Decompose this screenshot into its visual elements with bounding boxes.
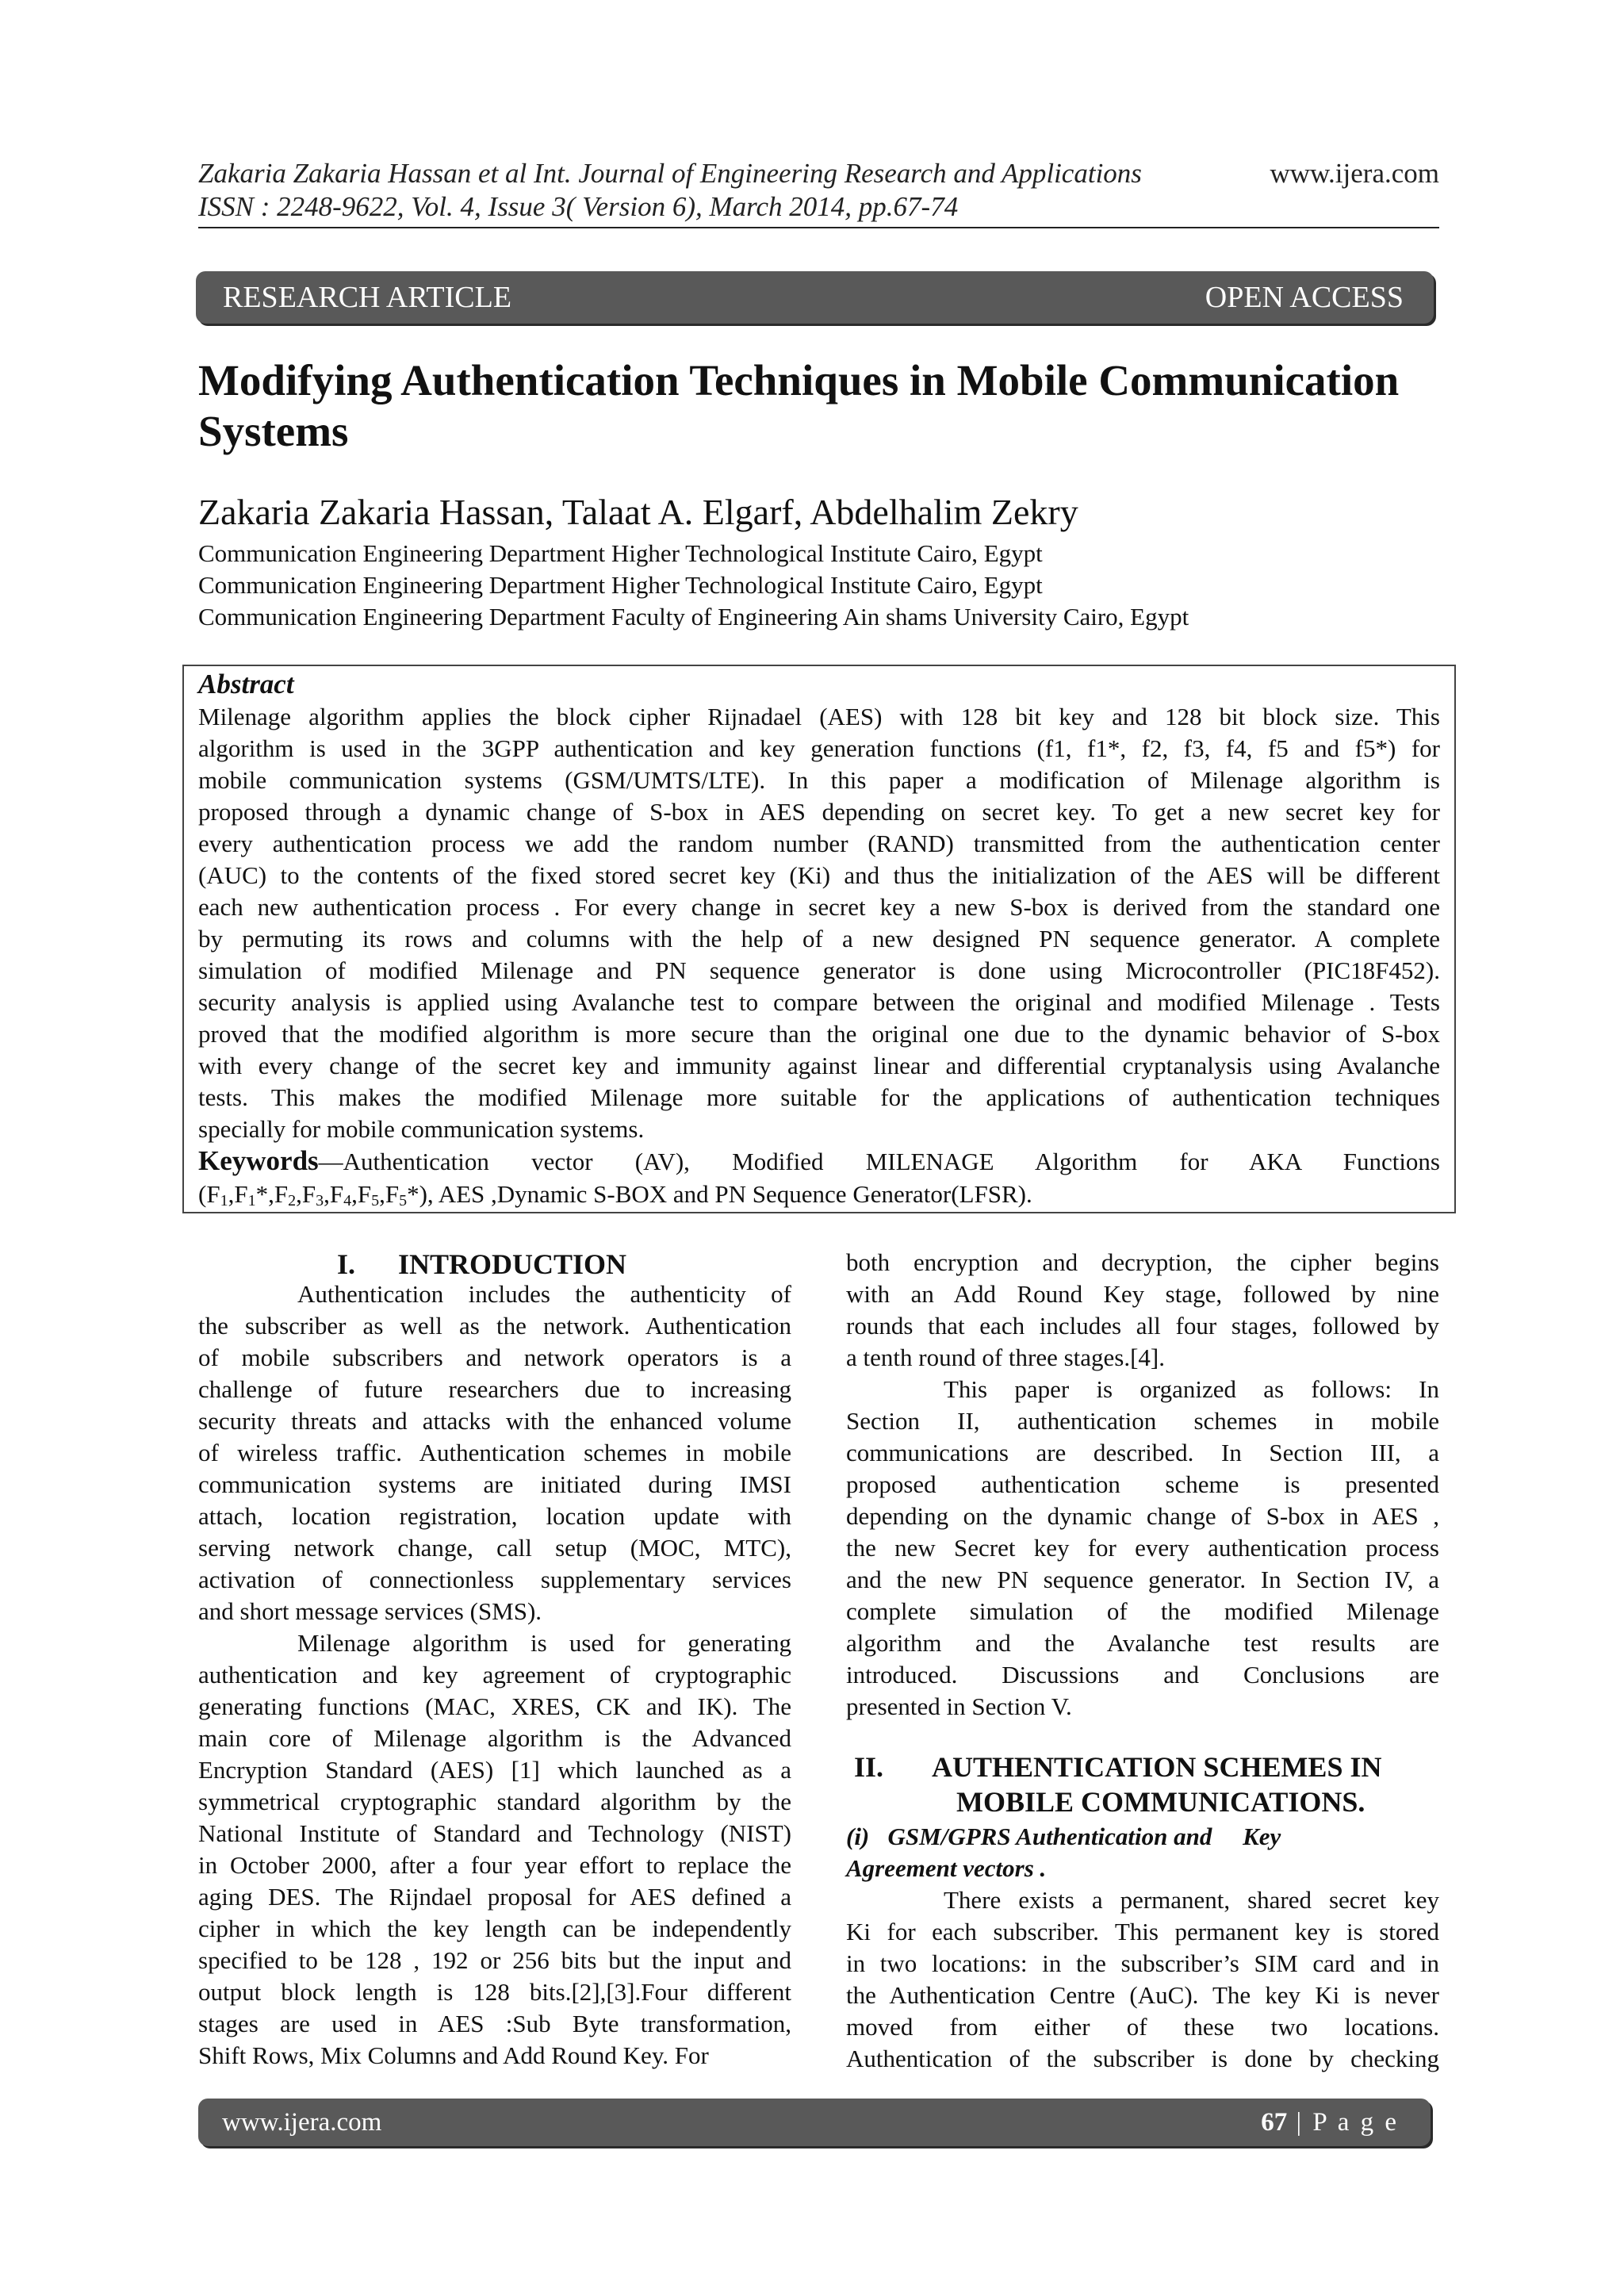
keywords-label: Keywords — [198, 1145, 319, 1176]
body-line: algorithm and the Avalanche test results are — [846, 1629, 1439, 1657]
open-access-label: OPEN ACCESS — [1205, 281, 1404, 314]
keywords-line — [198, 1145, 1440, 1178]
affiliation-2: Communication Engineering Department Higher Technological Institute Cairo, Egypt — [198, 571, 1043, 599]
body-line: challenge of future researchers due to increasing — [198, 1375, 791, 1403]
abstract-line: proved that the modified algorithm is more secure than the original one due to the dynamic behavior of S-box — [198, 1020, 1440, 1048]
running-header-issn: ISSN : 2248-9622, Vol. 4, Issue 3( Version 6), March 2014, pp.67-74 — [198, 191, 959, 222]
article-type-banner — [196, 271, 1434, 324]
body-line: authentication and key agreement of cryptographic — [198, 1661, 791, 1688]
running-header-journal — [198, 157, 1439, 190]
body-line: the Authentication Centre (AuC). The key Ki is never — [846, 1981, 1439, 2009]
abstract-line: by permuting its rows and columns with the help of a new designed PN sequence generator. A complete — [198, 925, 1440, 953]
body-line: the new Secret key for every authentication process — [846, 1534, 1439, 1562]
body-line: proposed authentication scheme is presented — [846, 1470, 1439, 1498]
abstract-line: proposed through a dynamic change of S-box in AES depending on secret key. To get a new secret key for — [198, 798, 1440, 826]
abstract-heading: Abstract — [198, 669, 294, 700]
footer-page-indicator — [1261, 2099, 1399, 2146]
page-label: | P a g e — [1287, 2108, 1399, 2137]
body-line: activation of connectionless supplementary services — [198, 1566, 791, 1593]
abstract-line: simulation of modified Milenage and PN sequence generator is done using Microcontroller (PIC18F452). — [198, 956, 1440, 984]
body-line: Encryption Standard (AES) [1] which launched as a — [198, 1756, 791, 1784]
body-line: rounds that each includes all four stages, followed by — [846, 1312, 1439, 1340]
paper-title-line1: Modifying Authentication Techniques in Mobile Communication — [198, 356, 1400, 404]
abstract-line: each new authentication process . For every change in secret key a new S-box is derived from the standard one — [198, 893, 1440, 921]
affiliation-1: Communication Engineering Department Higher Technological Institute Cairo, Egypt — [198, 539, 1043, 567]
body-line: Shift Rows, Mix Columns and Add Round Key. For — [198, 2041, 709, 2069]
abstract-line: algorithm is used in the 3GPP authentication and key generation functions (f1, f1*, f2, f3, f4, f5 and f5*) for — [198, 734, 1440, 762]
header-website-link[interactable]: www.ijera.com — [1270, 158, 1439, 189]
page-number: 67 — [1261, 2108, 1288, 2137]
abstract-line: every authentication process we add the random number (RAND) transmitted from the authentication center — [198, 830, 1440, 857]
abstract-line: specially for mobile communication systems. — [198, 1115, 645, 1143]
body-line: generating functions (MAC, XRES, CK and IK). The — [198, 1692, 791, 1720]
body-line: This paper is organized as follows: In — [944, 1375, 1439, 1403]
body-line: stages are used in AES :Sub Byte transformation, — [198, 2010, 791, 2037]
abstract-line: mobile communication systems (GSM/UMTS/LTE). In this paper a modification of Milenage algorithm is — [198, 766, 1440, 794]
header-citation: Zakaria Zakaria Hassan et al Int. Journal of Engineering Research and Applications — [198, 158, 1142, 189]
body-line: main core of Milenage algorithm is the Advanced — [198, 1724, 791, 1752]
body-line: in two locations: in the subscriber’s SIM card and in — [846, 1949, 1439, 1977]
author-list: Zakaria Zakaria Hassan, Talaat A. Elgarf, Abdelhalim Zekry — [198, 492, 1078, 532]
body-line: complete simulation of the modified Milenage — [846, 1597, 1439, 1625]
body-line: Section II, authentication schemes in mobile — [846, 1407, 1439, 1435]
body-line: the subscriber as well as the network. Authentication — [198, 1312, 791, 1340]
body-line: in October 2000, after a four year effort to replace the — [198, 1851, 791, 1879]
body-line: There exists a permanent, shared secret key — [944, 1886, 1439, 1914]
subsection-heading-gsm-gprs-line2: Agreement vectors . — [846, 1854, 1047, 1882]
body-line: both encryption and decryption, the cipher begins — [846, 1248, 1439, 1276]
body-line: a tenth round of three stages.[4]. — [846, 1343, 1166, 1371]
introduction-text — [198, 1278, 791, 2072]
body-line: and the new PN sequence generator. In Section IV, a — [846, 1566, 1439, 1593]
section-heading-introduction: I. INTRODUCTION — [337, 1248, 627, 1280]
body-line: communications are described. In Section III, a — [846, 1439, 1439, 1466]
affiliation-3: Communication Engineering Department Faculty of Engineering Ain shams University Cairo, Egypt — [198, 603, 1189, 631]
gsm-authentication-text — [846, 1884, 1439, 2075]
abstract-line: with every change of the secret key and immunity against linear and differential cryptanalysis using Avalanche — [198, 1052, 1440, 1079]
research-article-label: RESEARCH ARTICLE — [223, 281, 512, 314]
body-line: presented in Section V. — [846, 1692, 1072, 1720]
abstract-line: (AUC) to the contents of the fixed stored secret key (Ki) and thus the initialization of the AES will be different — [198, 861, 1440, 889]
body-line: Ki for each subscriber. This permanent key is stored — [846, 1918, 1439, 1945]
body-line: and short message services (SMS). — [198, 1597, 542, 1625]
section-heading-authentication-schemes-line2: MOBILE COMMUNICATIONS. — [956, 1786, 1365, 1818]
body-line: output block length is 128 bits.[2],[3].Four different — [198, 1978, 791, 2006]
paper-title-line2: Systems — [198, 407, 349, 455]
body-line: security threats and attacks with the enhanced volume — [198, 1407, 791, 1435]
abstract-line: Milenage algorithm applies the block cipher Rijnadael (AES) with 128 bit key and 128 bit block size. This — [198, 703, 1440, 730]
body-line: of mobile subscribers and network operators is a — [198, 1343, 791, 1371]
abstract-line: security analysis is applied using Avalanche test to compare between the original and modified Milenage . Tests — [198, 988, 1440, 1016]
body-line: symmetrical cryptographic standard algorithm by the — [198, 1788, 791, 1815]
body-line: National Institute of Standard and Technology (NIST) — [198, 1819, 791, 1847]
body-line: specified to be 128 , 192 or 256 bits but the input and — [198, 1946, 791, 1974]
body-line: with an Add Round Key stage, followed by nine — [846, 1280, 1439, 1308]
paper-title — [198, 355, 1443, 457]
body-line: serving network change, call setup (MOC, MTC), — [198, 1534, 791, 1562]
body-line: Authentication includes the authenticity of — [297, 1280, 791, 1308]
abstract-line: tests. This makes the modified Milenage more suitable for the applications of authentication techniques — [198, 1083, 1440, 1111]
body-line: introduced. Discussions and Conclusions are — [846, 1661, 1439, 1688]
body-line: attach, location registration, location update with — [198, 1502, 791, 1530]
body-line: moved from either of these two locations. — [846, 2013, 1439, 2041]
section-heading-authentication-schemes: II. AUTHENTICATION SCHEMES IN — [854, 1751, 1382, 1783]
footer-website-link[interactable]: www.ijera.com — [222, 2108, 382, 2137]
body-line: cipher in which the key length can be independently — [198, 1915, 791, 1942]
body-line: Milenage algorithm is used for generating — [297, 1629, 791, 1657]
body-line: of wireless traffic. Authentication schemes in mobile — [198, 1439, 791, 1466]
page-footer-banner — [198, 2099, 1431, 2146]
body-line: aging DES. The Rijndael proposal for AES defined a — [198, 1883, 791, 1911]
keywords-text: —Authentication vector (AV), Modified MILENAGE Algorithm for AKA Functions — [318, 1148, 1440, 1175]
abstract-text — [198, 701, 1440, 1145]
subsection-heading-gsm-gprs: (i) GSM/GPRS Authentication and Key — [846, 1823, 1281, 1850]
right-column-intro-continued — [846, 1247, 1439, 1723]
body-line: depending on the dynamic change of S-box in AES , — [846, 1502, 1439, 1530]
keywords-functions-line: $(F_1,F_1*,F_2,F_3,F_4,F_5,F_5*)$, AES ,Dynamic S-BOX and PN Sequence Generator(LFSR). — [198, 1180, 1032, 1209]
body-line: communication systems are initiated during IMSI — [198, 1470, 791, 1498]
header-divider — [198, 227, 1439, 228]
body-line: Authentication of the subscriber is done by checking — [846, 2045, 1439, 2072]
